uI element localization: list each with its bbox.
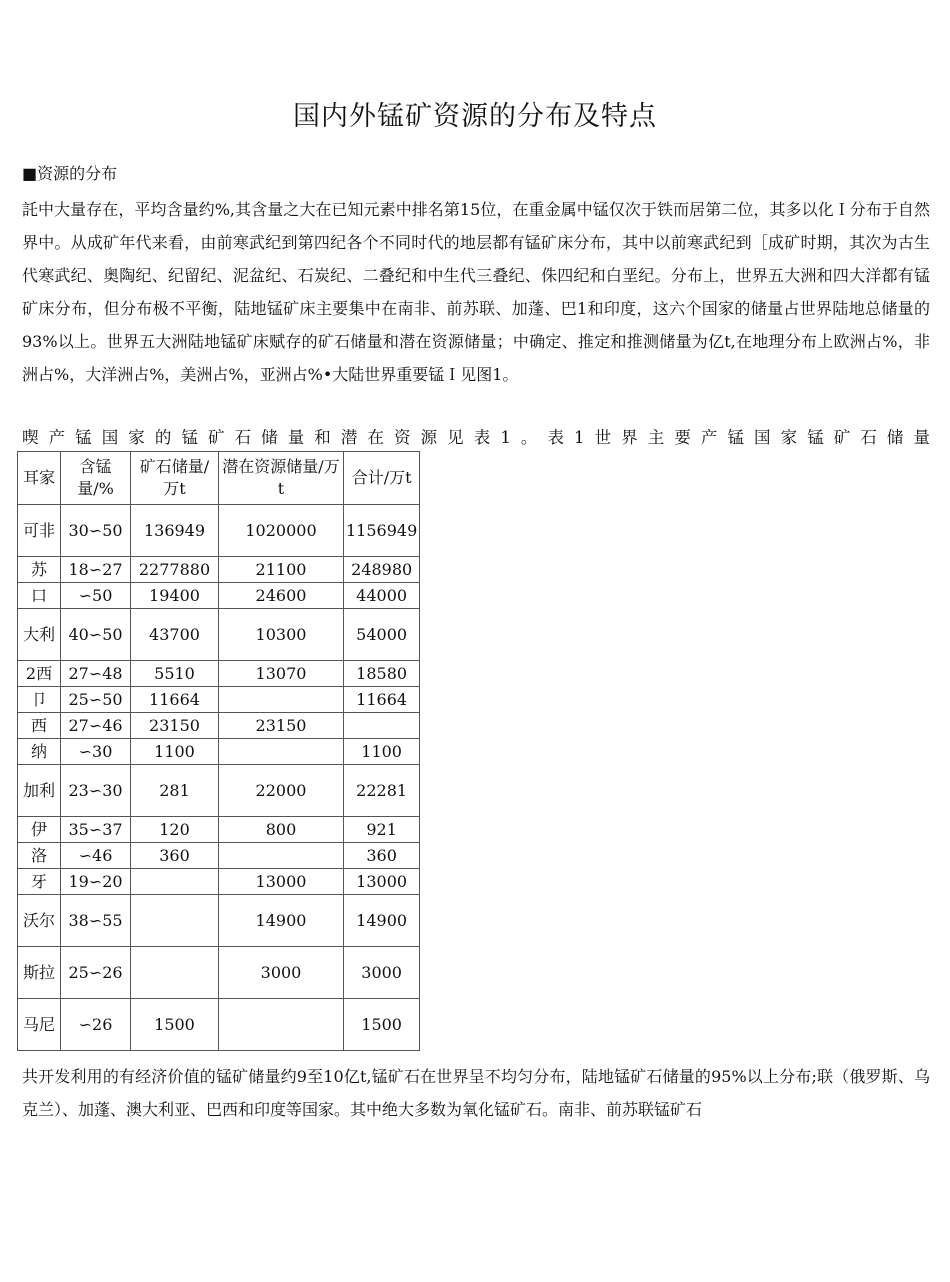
value-cell: 360 [344,843,420,869]
value-cell: 11664 [344,687,420,713]
value-cell: 25∽26 [61,947,131,999]
value-cell: 23150 [219,713,344,739]
table-row [18,687,420,713]
value-cell: 44000 [344,583,420,609]
country-cell: 可非 [18,505,61,557]
value-cell: 43700 [131,609,219,661]
table-row [18,661,420,687]
value-cell: ∽50 [61,583,131,609]
value-cell: 11664 [131,687,219,713]
value-cell: 35∽37 [61,817,131,843]
value-cell: 40∽50 [61,609,131,661]
body-paragraph-2: 共开发利用的有经济价值的锰矿储量约9至10亿t,锰矿石在世界呈不均匀分布，陆地锰矿石储量的95%以上分布;联（俄罗斯、乌克兰）、加蓬、澳大利亚、巴西和印度等国家。其中绝大多数为氧化锰矿石。南非、前苏联锰矿石 [22,1067,930,1119]
value-cell [219,843,344,869]
value-cell: 27∽46 [61,713,131,739]
country-cell: 卩 [18,687,61,713]
table-row [18,999,420,1051]
section-heading: ■资源的分布 [22,164,118,183]
country-cell: 纳 [18,739,61,765]
value-cell: 1100 [131,739,219,765]
value-cell: 18∽27 [61,557,131,583]
value-cell: 281 [131,765,219,817]
value-cell: 22000 [219,765,344,817]
value-cell: 14900 [344,895,420,947]
value-cell [219,999,344,1051]
country-cell: 斯拉 [18,947,61,999]
value-cell: 13000 [219,869,344,895]
table-row [18,505,420,557]
value-cell: 1500 [344,999,420,1051]
value-cell: 21100 [219,557,344,583]
country-cell: 苏 [18,557,61,583]
value-cell: 5510 [131,661,219,687]
table-header-cell: 含锰量/% [61,452,131,505]
value-cell: 38∽55 [61,895,131,947]
value-cell: 1020000 [219,505,344,557]
table-row [18,609,420,661]
value-cell: 800 [219,817,344,843]
table-row [18,713,420,739]
value-cell: 13000 [344,869,420,895]
table-row [18,817,420,843]
value-cell: 1156949 [344,505,420,557]
value-cell: 120 [131,817,219,843]
table-row [18,895,420,947]
value-cell: 360 [131,843,219,869]
value-cell: 54000 [344,609,420,661]
value-cell [131,895,219,947]
country-cell: 马尼 [18,999,61,1051]
table-header-row [18,452,420,505]
table-row [18,739,420,765]
value-cell: ∽30 [61,739,131,765]
value-cell: 1500 [131,999,219,1051]
country-cell: 口 [18,583,61,609]
value-cell: 3000 [219,947,344,999]
value-cell: 10300 [219,609,344,661]
value-cell [131,869,219,895]
value-cell: 24600 [219,583,344,609]
value-cell [219,739,344,765]
table-header-cell: 合计/万t [344,452,420,505]
value-cell: 13070 [219,661,344,687]
country-cell: 加利 [18,765,61,817]
value-cell [219,687,344,713]
value-cell: 23∽30 [61,765,131,817]
value-cell: 248980 [344,557,420,583]
document-title: 国内外锰矿资源的分布及特点 [293,101,657,132]
country-cell: 大利 [18,609,61,661]
country-cell: 洛 [18,843,61,869]
value-cell: 23150 [131,713,219,739]
table-row [18,947,420,999]
country-cell: 牙 [18,869,61,895]
value-cell: 18580 [344,661,420,687]
value-cell: 1100 [344,739,420,765]
value-cell [344,713,420,739]
table-row [18,765,420,817]
value-cell: 3000 [344,947,420,999]
table-header-cell: 潜在资源储量/万t [219,452,344,505]
value-cell: 27∽48 [61,661,131,687]
value-cell: 30∽50 [61,505,131,557]
country-cell: 西 [18,713,61,739]
body-paragraph-1: 託中大量存在，平均含量约%,其含量之大在已知元素中排名第15位，在重金属中锰仅次于铁而居第二位，其多以化Ｉ分布于自然界中。从成矿年代来看，由前寒武纪到第四纪各个不同时代的地层都有锰矿床分布，其中以前寒武纪到［成矿时期，其次为古生代寒武纪、奥陶纪、纪留纪、泥盆纪、石炭纪、二叠纪和中生代三叠纪、侏四纪和白垩纪。分布上，世界五大洲和四大洋都有锰矿床分布，但分布极不平衡，陆地锰矿床主要集中在南非、前苏联、加蓬、巴1和印度，这六个国家的储量占世界陆地总储量的93%以上。世界五大洲陆地锰矿床赋存的矿石储量和潜在资源储量；中确定、推定和推测储量为亿t,在地理分布上欧洲占%，非洲占%，大洋洲占%，美洲占%，亚洲占%•大陆世界重要锰Ｉ见图1。 [22,200,930,384]
value-cell: 14900 [219,895,344,947]
value-cell: 22281 [344,765,420,817]
table-row [18,583,420,609]
manganese-reserves-table [17,451,420,1051]
value-cell: 921 [344,817,420,843]
value-cell: ∽26 [61,999,131,1051]
value-cell: 2277880 [131,557,219,583]
country-cell: 2西 [18,661,61,687]
table-body [18,505,420,1051]
table-row [18,869,420,895]
value-cell: ∽46 [61,843,131,869]
value-cell: 136949 [131,505,219,557]
value-cell [131,947,219,999]
country-cell: 沃尔 [18,895,61,947]
table-header-cell: 耳家 [18,452,61,505]
value-cell: 25∽50 [61,687,131,713]
value-cell: 19400 [131,583,219,609]
table-caption: 喫产锰国家的锰矿石储量和潜在资源见表1。表1世界主要产锰国家锰矿石储量 [22,428,930,447]
country-cell: 伊 [18,817,61,843]
value-cell: 19∽20 [61,869,131,895]
table-row [18,557,420,583]
table-row [18,843,420,869]
table-header-cell: 矿石储量/万t [131,452,219,505]
